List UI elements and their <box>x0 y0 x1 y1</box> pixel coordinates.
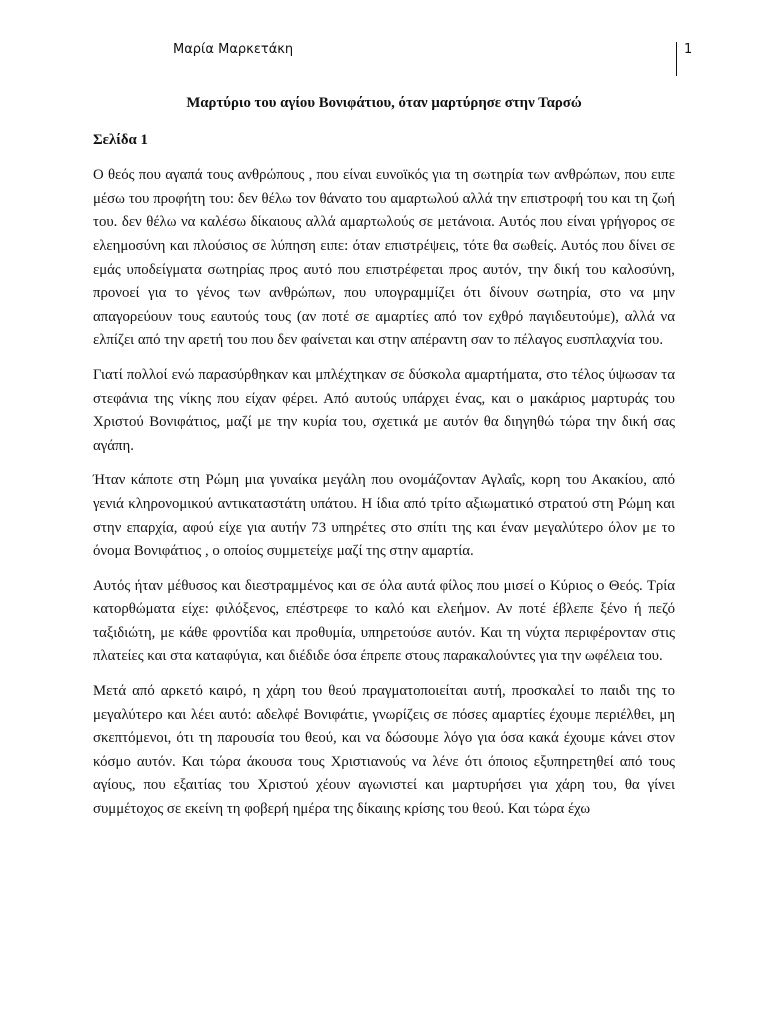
paragraph: Μετά από αρκετό καιρό, η χάρη του θεού πραγματοποιείται αυτή, προσκαλεί το παιδι της το μεγαλύτερο και λέει αυτό: αδελφέ Βονιφάτιε, γνωρίζεις σε πόσες αμαρτίες έχουμε περιέλθει, μη σκεπτόμενοι, ότι τη παρουσία του θεού, και να δώσουμε λόγο για όσα κακά έχουμε κάνει στον κόσμο αυτόν. Και τώρα άκουσα τους Χριστιανούς να λένε ότι όποιος εξυπηρετηθεί από τους αγίους, που εξαιτίας του Χριστού χέουν αγωνιστεί και μαρτυρήσει για χάρη του, θα γίνει συμμέτοχος σε εκείνη τη φοβερή ημέρα της δίκαιης κρίσης του θεού. Και τώρα έχω <box>93 683 675 818</box>
header-author: Μαρία Μαρκετάκη <box>173 42 294 57</box>
header-divider <box>676 42 677 76</box>
page-number: 1 <box>684 42 693 57</box>
paragraph: Γιατί πολλοί ενώ παρασύρθηκαν και μπλέχτηκαν σε δύσκολα αμαρτήματα, στο τέλος ύψωσαν τα στεφάνια της νίκης που είχαν φέρει. Από αυτούς υπάρχει ένας, και ο μακάριος μαρτυράς του Χριστού Βονιφάτιος, μαζί με την κυρία του, σχετικά με αυτόν θα διηγηθώ τώρα την δική σας αγάπη. <box>93 366 675 454</box>
paragraph: Ήταν κάποτε στη Ρώμη μια γυναίκα μεγάλη που ονομάζονταν Αγλαΐς, κορη του Ακακίου, από γενιά κληρονομικού αντικαταστάτη υπάτου. Η ίδια από τρίτο αξιωματικό στρατού στη Ρώμη και στην επαρχία, αφού είχε για αυτήν 73 υπηρέτες στο σπίτι της και έναν μεγαλύτερο όλον με το όνομα Βονιφάτιος , ο οποίος συμμετείχε μαζί της στην αμαρτία. <box>93 472 675 560</box>
paragraph: Αυτός ήταν μέθυσος και διεστραμμένος και σε όλα αυτά φίλος που μισεί ο Κύριος ο Θεός. Τρία κατορθώματα είχε: φιλόξενος, επέστρεφε το καλό και ελεήμον. Αν ποτέ έβλεπε ξένο ή πεζό ταξιδιώτη, με κάθε φροντίδα και προθυμία, υπηρετούσε αυτόν. Και τη νύχτα περιφέρονταν στις πλατείες και στα καταφύγια, και διέδιδε όσα έπρεπε στους παρακαλούντες για την ωφέλεια του. <box>93 577 675 665</box>
document-title: Μαρτύριο του αγίου Βονιφάτιου, όταν μαρτύρησε στην Ταρσώ <box>186 95 582 111</box>
section-heading: Σελίδα 1 <box>93 131 148 148</box>
paragraph: Ο θεός που αγαπά τους ανθρώπους , που είναι ευνοϊκός για τη σωτηρία των ανθρώπων, που ειπε μέσω του προφήτη του: δεν θέλω τον θάνατο του αμαρτωλού αλλά την επιστροφή του και τη ζωή του. δεν θέλω να καλέσω δίκαιους αλλά αμαρτωλούς σε μετάνοια. Αυτός που είναι γρήγορος σε ελεημοσύνη και πλούσιος σε λύπηση ειπε: όταν επιστρέψεις, τότε θα σωθείς. Αυτός που δίνει σε εμάς υποδείγματα σωτηρίας προς αυτό που επιστρέφεται προς αυτόν, την δική του καλοσύνη, προνοεί για το γένος των ανθρώπων, που υπογραμμίζει ότι δίνουν σωτηρία, στο να μην απαγορεύουν τους εαυτούς τους (αν ποτέ σε αμαρτίες από τον εχθρό παγιδευτούμε), αλλά να ελπίζει από την αρετή του που δεν φαίνεται και στην απέραντη σαν το πέλαγος ευσπλαχνία του. <box>93 167 675 349</box>
document-body <box>93 92 675 822</box>
